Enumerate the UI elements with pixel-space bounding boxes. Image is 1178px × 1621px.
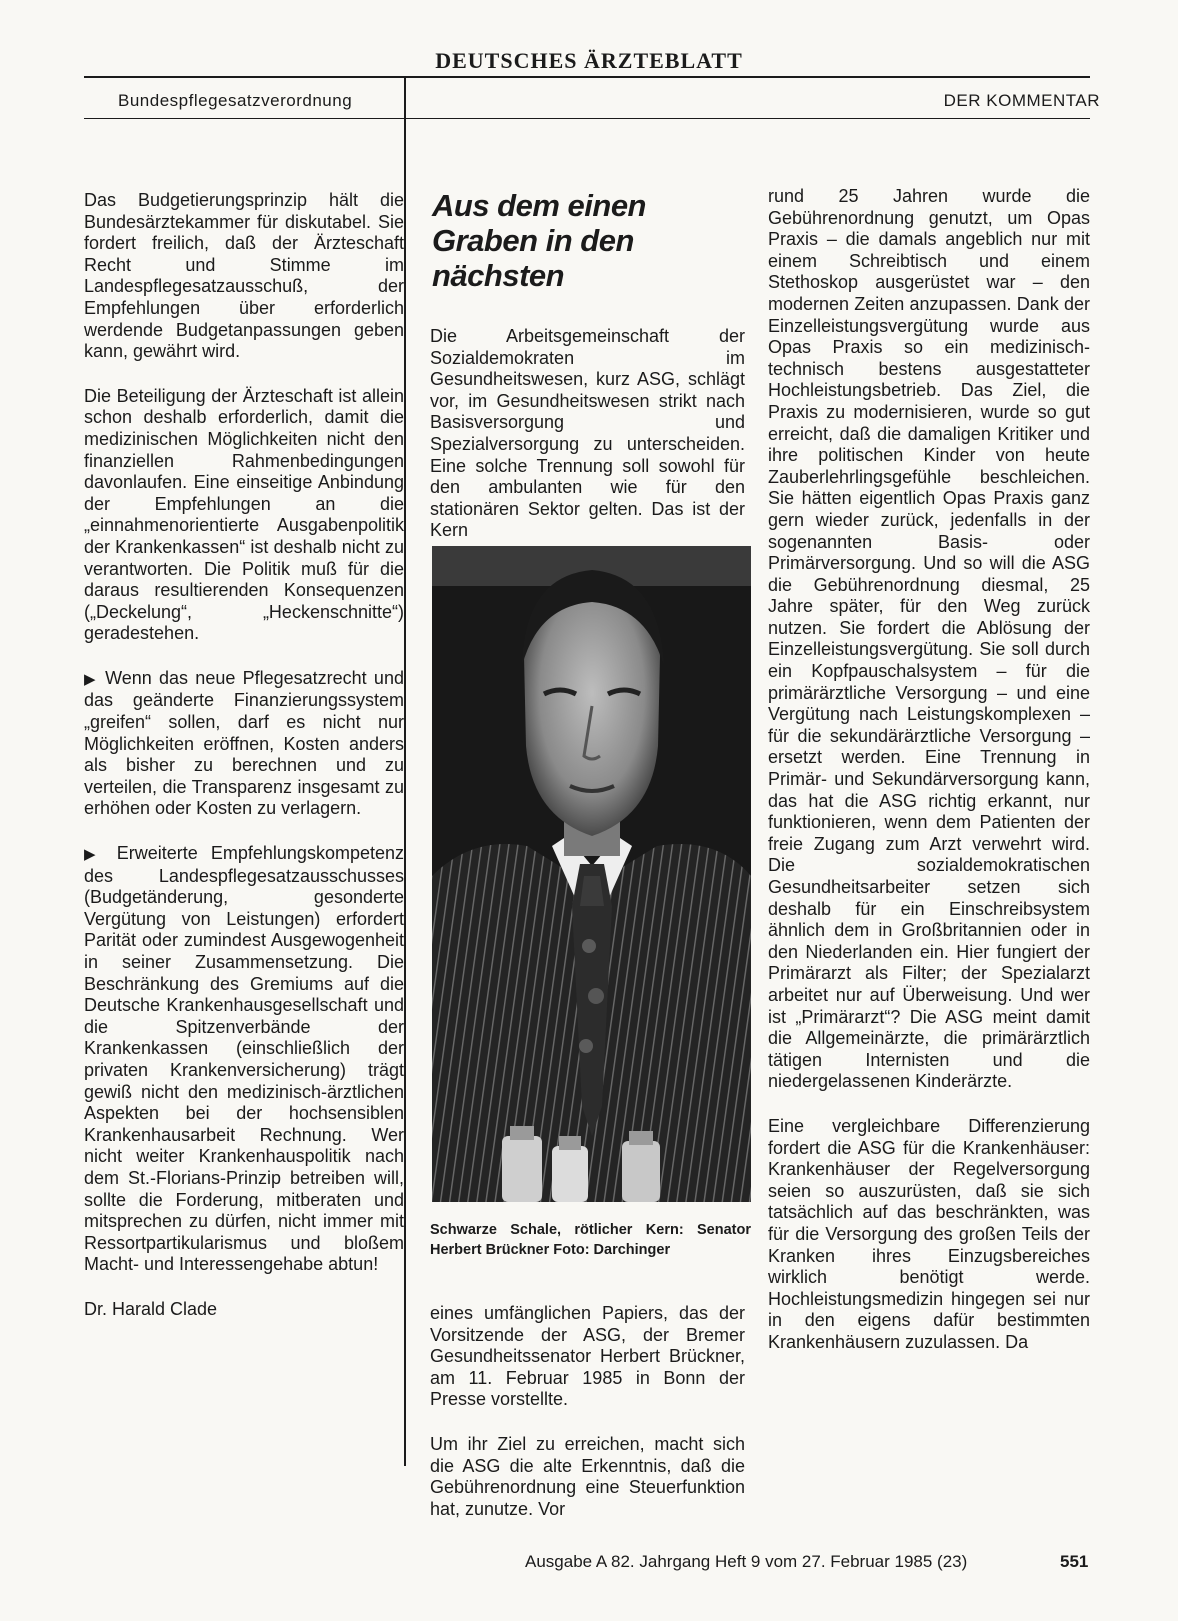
paragraph: Die Arbeitsgemeinschaft der Sozialdemokraten im Gesundheitswesen, kurz ASG, schlägt vor, im Gesundheitswesen strikt nach Basisversorgung und Spezialversorgung zu unterscheiden. Eine solche Trennung soll sowohl für den ambulanten wie für den stationären Sektor gelten. Das ist der Kern	[430, 326, 745, 541]
column-left	[84, 190, 404, 1344]
paragraph-text: Erweiterte Empfehlungskompetenz des Landespflegesatzausschusses (Budgetänderung, gesonderte Vergütung von Leistungen) erfordert Parität oder zumindest Ausgewogenheit in seiner Zusammensetzung. Die Beschränkung des Gremiums auf die Deutsche Krankenhausgesellschaft und die Spitzenverbände der Krankenkassen (einschließlich der privaten Krankenversicherung) trägt gewiß nicht den medizinisch-ärztlichen Aspekten bei der hochsensiblen Krankenhausarbeit Rechnung. Wer nicht weiter Krankenhauspolitik nach dem St.-Florians-Prinzip betreiben will, sollte die Forderung, mitberaten und mitsprechen zu dürfen, nicht immer mit Ressortpartikularismus und bloßem Macht- und Interessengehabe abtun!	[84, 843, 404, 1275]
photo-caption: Schwarze Schale, rötlicher Kern: Senator Herbert Brückner Foto: Darchinger	[430, 1222, 751, 1258]
page-number: 551	[1060, 1552, 1089, 1571]
section-rule-right	[406, 118, 1090, 119]
bullet-paragraph	[84, 668, 404, 820]
portrait-illustration	[432, 546, 751, 1202]
masthead-rule	[84, 76, 1090, 78]
paragraph: Um ihr Ziel zu erreichen, macht sich die ASG die alte Erkenntnis, daß die Gebührenordnung eine Steuerfunktion hat, zunutze. Vor	[430, 1433, 745, 1519]
section-label-left: Bundespflegesatzverordnung	[118, 91, 353, 110]
arrow-right-icon: ▶	[84, 846, 104, 864]
arrow-right-icon: ▶	[84, 670, 98, 688]
author-signature: Dr. Harald Clade	[84, 1298, 218, 1319]
paragraph: rund 25 Jahren wurde die Gebührenordnung genutzt, um Opas Praxis – die damals angeblich nur mit einem Schreibtisch und einem Stethoskop ausgerüstet war – den modernen Zeiten anzupassen. Dank der Einzelleistungsvergütung wurde aus Opas Praxis so ein medizinisch-technisch bestens ausgestatteter Hochleistungsbetrieb. Das Ziel, die Praxis zu modernisieren, wurde so gut erreicht, daß die damaligen Kritiker und ihre politischen Kinder von heute Zauberlehrlingsgefühle beschleichen. Sie hätten eigentlich Opas Praxis ganz gern wieder zurück, jedenfalls in der sogenannten Basis- oder Primärversorgung. Und so will die ASG die Gebührenordnung diesmal, 25 Jahre später, für den Weg zurück nutzen. Sie fordert die Ablösung der Einzelleistungsvergütung. Sie soll durch ein Kopfpauschalsystem – für die primärärztliche Versorgung – und eine Vergütung nach Leistungskomplexen – für die sekundärärztliche Versorgung – ersetzt werden. Eine Trennung in Primär- und Sekundärversorgung kann, das hat die ASG richtig erkannt, nur funktionieren, wenn dem Patienten der freie Zugang zum Arzt verwehrt wird. Die sozialdemokratischen Gesundheitsarbeiter setzen sich deshalb für ein Einschreibsystem ähnlich dem in Großbritannien oder in den Niederlanden ein. Hier fungiert der Primärarzt als Filter; der Spezialarzt arbeitet nur auf Überweisung. Und wer ist „Primärarzt“? Die ASG meint damit die Allgemeinärzte, die primärärztlich tätigen Internisten und die niedergelassenen Kinderärzte.	[768, 186, 1090, 1092]
issue-info: Ausgabe A 82. Jahrgang Heft 9 vom 27. Februar 1985 (23)	[525, 1552, 968, 1571]
paragraph: eines umfänglichen Papiers, das der Vorsitzende der ASG, der Bremer Gesundheitssenator Herbert Brückner, am 11. Februar 1985 in Bonn der Presse vorstellte.	[430, 1303, 745, 1410]
paragraph-text: Wenn das neue Pflegesatzrecht und das geänderte Finanzierungssystem „greifen“ sollen, darf es nicht nur Möglichkeiten eröffnen, Kosten anders als bisher zu berechnen und zu verteilen, die Transparenz insgesamt zu erhöhen oder Kosten zu verlagern.	[84, 667, 404, 819]
section-rule-left	[84, 118, 404, 119]
column-right	[768, 186, 1090, 1376]
portrait-photo	[432, 546, 751, 1202]
paragraph: Das Budgetierungsprinzip hält die Bundesärztekammer für diskutabel. Sie fordert freilich, daß der Ärzteschaft Recht und Stimme im Landespflegesatzausschuß, der Empfehlungen über erforderlich werdende Budgetanpassungen geben kann, gewährt wird.	[84, 190, 404, 362]
masthead: DEUTSCHES ÄRZTEBLATT	[435, 48, 743, 73]
headline: Aus dem einen Graben in den nächsten	[432, 188, 646, 293]
bullet-paragraph	[84, 843, 404, 1276]
paragraph: Die Beteiligung der Ärzteschaft ist allein schon deshalb erforderlich, damit die medizinischen Möglichkeiten nicht den finanziellen Rahmenbedingungen davonlaufen. Eine einseitige Anbindung der Empfehlungen an die „einnahmenorientierte Ausgabenpolitik der Krankenkassen“ ist deshalb nicht zu verantworten. Die Politik muß für die daraus resultierenden Konsequenzen („Deckelung“, „Heckenschnitte“) geradestehen.	[84, 385, 404, 644]
section-label-right: DER KOMMENTAR	[943, 91, 1100, 110]
paragraph: Eine vergleichbare Differenzierung fordert die ASG für die Krankenhäuser: Krankenhäuser der Regelversorgung seien so auszurüsten, daß sie sich tatsächlich auf das beschränkten, was für die Versorgung des großen Teils der Kranken ihres Einzugsbereiches wirklich benötigt werde. Hochleistungsmedizin hingegen sei nur in den eigens dafür bestimmten Krankenhäusern zuzulassen. Da	[768, 1115, 1090, 1352]
vertical-divider	[404, 76, 406, 1466]
column-middle-top	[430, 326, 745, 565]
column-middle-bottom	[430, 1303, 745, 1543]
